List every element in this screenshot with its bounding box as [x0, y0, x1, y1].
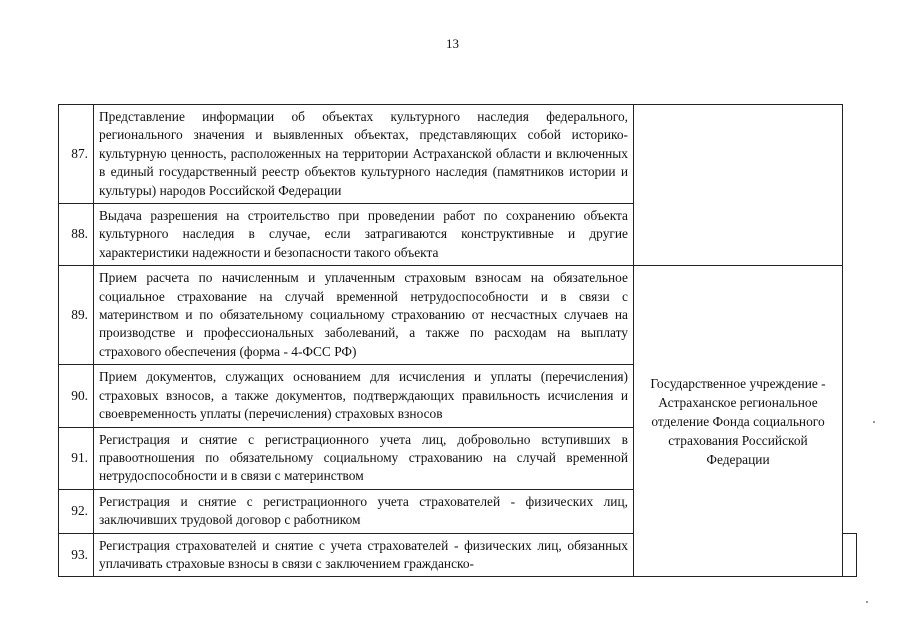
row-number: 88. — [59, 204, 94, 266]
table-row — [59, 266, 857, 365]
service-description: Прием расчета по начисленным и уплаченным страховым взносам на обязательное социальное страхование на случай временной нетрудоспособности и в связи с материнством и по обязательному социальному страхованию от несчастных случаев на производстве и профессиональных заболеваний, а также по расходам на выплату страхового обеспечения (форма - 4-ФСС РФ) — [94, 266, 634, 365]
scan-speck — [873, 421, 875, 423]
service-description: Регистрация и снятие с регистрационного учета лиц, добровольно вступивших в правоотношения по обязательному социальному страхованию на случай временной нетрудоспособности и в связи с материнством — [94, 427, 634, 489]
row-number: 92. — [59, 489, 94, 533]
scan-speck — [866, 601, 868, 603]
service-description: Прием документов, служащих основанием для исчисления и уплаты (перечисления) страховых взносов, а также документов, подтверждающих правильность исчисления и своевременность уплаты (перечисления) страховых взносов — [94, 365, 634, 427]
services-table — [58, 104, 857, 577]
agency-cell-empty — [634, 105, 843, 266]
row-number: 93. — [59, 533, 94, 577]
service-description: Регистрация страхователей и снятие с учета страхователей - физических лиц, обязанных уплачивать страховые взносы в связи с заключением гражданско- — [94, 533, 634, 577]
table-row — [59, 105, 857, 204]
agency-cell: Государственное учреждение - Астраханское региональное отделение Фонда социального страхования Российской Федерации — [634, 266, 843, 577]
row-number: 91. — [59, 427, 94, 489]
row-number: 87. — [59, 105, 94, 204]
page-number: 13 — [446, 36, 459, 51]
row-number: 90. — [59, 365, 94, 427]
row-number: 89. — [59, 266, 94, 365]
agency-cell-empty — [843, 533, 857, 577]
service-description: Регистрация и снятие с регистрационного учета страхователей - физических лиц, заключивших трудовой договор с работником — [94, 489, 634, 533]
service-description: Выдача разрешения на строительство при проведении работ по сохранению объекта культурного наследия в случае, если затрагиваются конструктивные и другие характеристики надежности и безопасности такого объекта — [94, 204, 634, 266]
service-description: Представление информации об объектах культурного наследия федерального, регионального значения и выявленных объектах, представляющих собой историко-культурную ценность, расположенных на территории Астраханской области и включенных в единый государственный реестр объектов культурного наследия (памятников истории и культуры) народов Российской Федерации — [94, 105, 634, 204]
